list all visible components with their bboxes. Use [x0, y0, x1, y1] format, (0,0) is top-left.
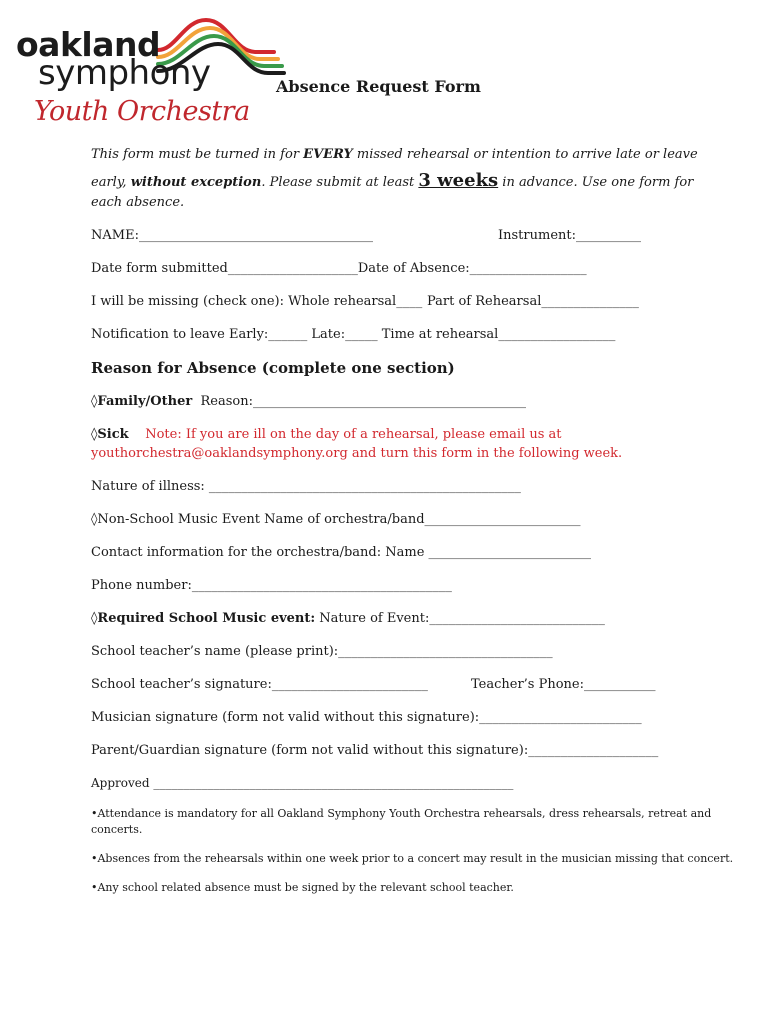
intro-line-1 — [91, 147, 698, 162]
sick-label: ◊Sick — [91, 427, 129, 442]
nature-of-event-field[interactable]: Nature of Event:___________________________ — [315, 611, 605, 626]
logo-text-oakland: oakland — [16, 25, 161, 64]
intro-without-exception: without exception — [130, 175, 262, 190]
logo-text-youth-orchestra: Youth Orchestra — [34, 96, 250, 127]
intro-text: . Please submit at least — [261, 175, 419, 190]
reason-heading: Reason for Absence (complete one section) — [91, 359, 455, 377]
sick-section — [91, 427, 562, 442]
phone-number-field[interactable]: Phone number:________________________________________ — [91, 578, 452, 593]
intro-text: in advance. Use one form for — [498, 175, 694, 190]
intro-line-2 — [91, 170, 693, 191]
date-fields[interactable]: Date form submitted____________________Date of Absence:__________________ — [91, 261, 587, 276]
name-field[interactable]: NAME:____________________________________ — [91, 228, 373, 243]
teacher-phone-field[interactable]: Teacher’s Phone:___________ — [471, 677, 656, 692]
logo-text-symphony: symphony — [38, 53, 211, 93]
required-school-event-section — [91, 611, 605, 626]
part-of-rehearsal-field[interactable]: Part of Rehearsal_______________ — [427, 294, 639, 309]
note-school: •Any school related absence must be signed by the relevant school teacher. — [91, 881, 514, 894]
page-title: Absence Request Form — [276, 77, 481, 96]
oakland-symphony-youth-orchestra-logo — [14, 10, 276, 135]
approved-field[interactable]: Approved ____________________________________________________________ — [91, 776, 514, 790]
teacher-signature-field[interactable]: School teacher’s signature:________________________ — [91, 677, 428, 692]
reason-field[interactable]: Reason:__________________________________________ — [200, 394, 526, 409]
instrument-field[interactable]: Instrument:__________ — [498, 228, 641, 243]
intro-three-weeks: 3 weeks — [418, 170, 499, 191]
parent-signature-field[interactable]: Parent/Guardian signature (form not valid without this signature):____________________ — [91, 743, 659, 758]
sick-note: Note: If you are ill on the day of a rehearsal, please email us at — [145, 427, 562, 442]
note-absences: •Absences from the rehearsals within one week prior to a concert may result in the musician missing that concert. — [91, 852, 734, 865]
whole-rehearsal-field[interactable]: I will be missing (check one): Whole rehearsal____ — [91, 294, 423, 309]
intro-text: early, — [91, 175, 131, 190]
teacher-name-field[interactable]: School teacher’s name (please print):_________________________________ — [91, 644, 553, 659]
musician-signature-field[interactable]: Musician signature (form not valid without this signature):_________________________ — [91, 710, 642, 725]
nature-of-illness-field[interactable]: Nature of illness: ________________________________________________ — [91, 479, 521, 494]
intro-text: This form must be turned in for — [91, 147, 304, 162]
intro-every: EVERY — [303, 147, 353, 162]
intro-line-3: each absence. — [91, 195, 185, 210]
family-other-section — [91, 394, 526, 409]
sick-note-email[interactable]: youthorchestra@oaklandsymphony.org and turn this form in the following week. — [91, 446, 623, 461]
required-school-event-label: ◊Required School Music event: — [91, 611, 316, 626]
notification-field[interactable]: Notification to leave Early:______ Late:_____ Time at rehearsal__________________ — [91, 327, 616, 342]
non-school-event-field[interactable]: ◊Non-School Music Event Name of orchestra/band________________________ — [91, 512, 581, 527]
family-other-label: ◊Family/Other — [91, 394, 193, 409]
contact-info-field[interactable]: Contact information for the orchestra/band: Name _________________________ — [91, 545, 592, 560]
note-attendance: •Attendance is mandatory for all Oakland Symphony Youth Orchestra rehearsals, dress rehearsals, retreat and — [91, 807, 712, 820]
note-attendance-cont: concerts. — [91, 823, 143, 836]
intro-text: missed rehearsal or intention to arrive late or leave — [352, 147, 698, 162]
